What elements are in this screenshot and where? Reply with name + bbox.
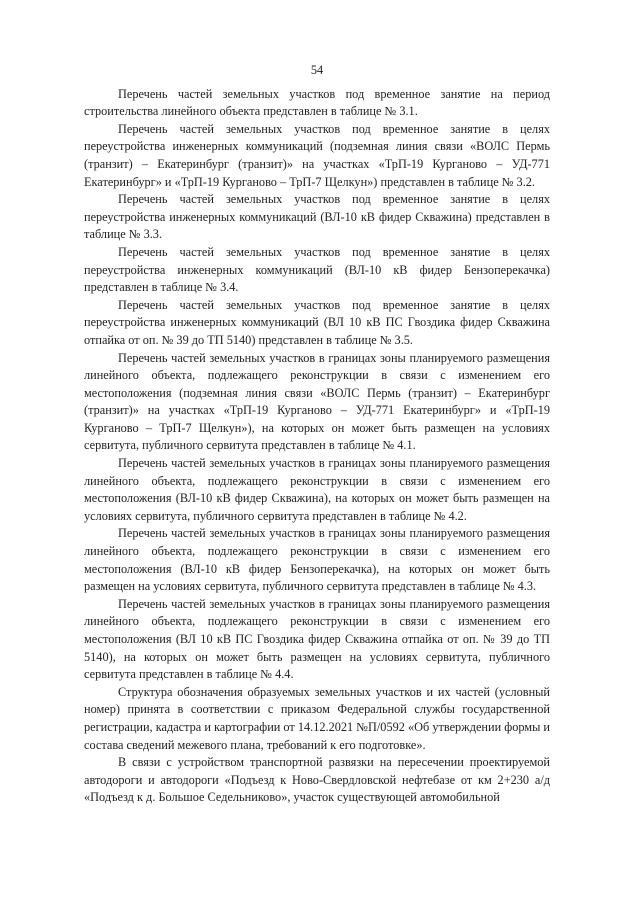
paragraph-table-4-3: Перечень частей земельных участков в границах зоны планируемого размещения линейного объекта, подлежащего реконструкции в связи с изменением его местоположения (ВЛ-10 кВ фидер Бензоперекачка), на которых он может быть размещен на условиях сервитута, публичного сервитута представлен в таблице № 4.3.: [84, 526, 550, 594]
paragraph-table-3-5: Перечень частей земельных участков под временное занятие в целях переустройства инженерных коммуникаций (ВЛ 10 кВ ПС Гвоздика фидер Скважина отпайка от оп. № 39 до ТП 5140) представлен в таблице № 3.5.: [84, 297, 550, 347]
paragraph-road-junction: В связи с устройством транспортной развязки на пересечении проектируемой автодороги и автодороги «Подъезд к Ново-Свердловской нефтебазе от км 2+230 а/д «Подъезд к д. Большое Седельниково», участок существующей автомобильной: [84, 755, 550, 805]
document-page: [84, 62, 550, 807]
paragraph-table-4-4: Перечень частей земельных участков в границах зоны планируемого размещения линейного объекта, подлежащего реконструкции в связи с изменением его местоположения (ВЛ 10 кВ ПС Гвоздика фидер Скважина отпайка от оп. № 39 до ТП 5140), на которых он может быть размещен на условиях сервитута, публичного сервитута представлен в таблице № 4.4.: [84, 596, 550, 682]
paragraph-table-4-1: Перечень частей земельных участков в границах зоны планируемого размещения линейного объекта, подлежащего реконструкции в связи с изменением его местоположения (подземная линия связи «ВОЛС Пермь (транзит) – Екатеринбург (транзит)» на участках «ТрП-19 Курганово – УД-771 Екатеринбург» и «ТрП-19 Курганово – ТрП-7 Щелкун»), на которых он может быть размещен на условиях сервитута, публичного сервитута представлен в таблице № 4.1.: [84, 350, 550, 453]
paragraph-table-3-4: Перечень частей земельных участков под временное занятие в целях переустройства инженерных коммуникаций (ВЛ-10 кВ фидер Бензоперекачка) представлен в таблице № 3.4.: [84, 244, 550, 295]
paragraph-numbering-structure: Структура обозначения образуемых земельных участков и их частей (условный номер) принята в соответствии с приказом Федеральной службы государственной регистрации, кадастра и картографии от 14.12.2021 №П/0592 «Об утверждении формы и состава сведений межевого плана, требований к его подготовке».: [84, 684, 551, 752]
paragraph-table-3-1: Перечень частей земельных участков под временное занятие на период строительства линейного объекта представлен в таблице № 3.1.: [84, 86, 550, 119]
paragraph-table-3-2: Перечень частей земельных участков под временное занятие в целях переустройства инженерных коммуникаций (подземная линия связи «ВОЛС Пермь (транзит) – Екатеринбург (транзит)» на участках «ТрП-19 Курганово – УД-771 Екатеринбург» и «ТрП-19 Курганово – ТрП-7 Щелкун») представлен в таблице № 3.2.: [84, 121, 550, 189]
paragraph-table-3-3: Перечень частей земельных участков под временное занятие в целях переустройства инженерных коммуникаций (ВЛ-10 кВ фидер Скважина) представлен в таблице № 3.3.: [84, 192, 550, 242]
paragraph-table-4-2: Перечень частей земельных участков в границах зоны планируемого размещения линейного объекта, подлежащего реконструкции в связи с изменением его местоположения (ВЛ-10 кВ фидер Скважина), на которых он может быть размещен на условиях сервитута, публичного сервитута представлен в таблице № 4.2.: [84, 456, 550, 523]
page-number: 54: [310, 63, 324, 77]
